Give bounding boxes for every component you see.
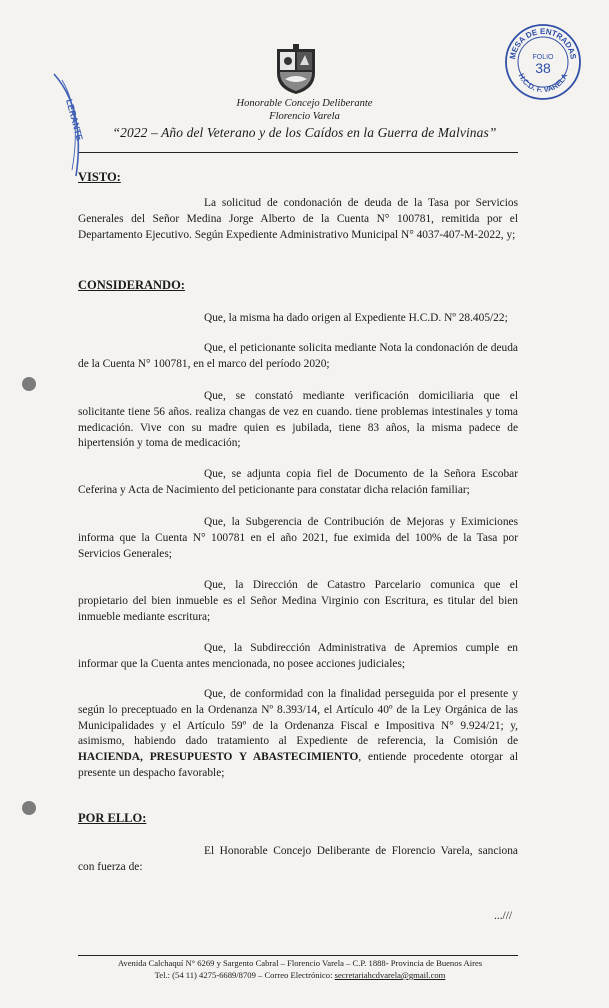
commission-name: HACIENDA, PRESUPUESTO Y ABASTECIMIENTO xyxy=(78,751,359,764)
folio-number: 38 xyxy=(535,60,551,76)
footer-contact xyxy=(0,970,600,980)
folio-label: FOLIO xyxy=(532,54,554,61)
considerando-paragraph-4: Que, se adjunta copia fiel de Documento de la Señora Escobar Ceferina y Acta de Nacimiento del peticionante para constatar dicha relación familiar; xyxy=(78,468,518,496)
year-motto: “2022 – Año del Veterano y de los Caídos en la Guerra de Malvinas” xyxy=(112,125,497,140)
binder-hole xyxy=(22,801,36,815)
considerando-paragraph-2: Que, el peticionante solicita mediante Nota la condonación de deuda de la Cuenta N° 100781, en el marco del período 2020; xyxy=(78,342,518,370)
paragraph-8-ending: , entiende procedente otorgar al presente un despacho favorable; xyxy=(78,751,518,779)
mesa-de-entradas-stamp xyxy=(503,22,583,102)
stamp-bottom-text: H.C.D. F. VARELA xyxy=(516,71,570,95)
visto-heading: VISTO: xyxy=(78,170,121,184)
por-ello-paragraph: El Honorable Concejo Deliberante de Florencio Varela, sanciona con fuerza de: xyxy=(78,845,518,873)
continuation-mark: .../// xyxy=(494,910,513,922)
left-stamp-text: LERANTE xyxy=(64,97,85,142)
footer-address: Avenida Calchaquí N° 6269 y Sargento Cabral – Florencio Varela – C.P. 1888- Provincia de Buenos Aires xyxy=(117,958,483,968)
paragraph-8-text: Que, de conformidad con la finalidad perseguida por el presente y según lo preceptuado en la Ordenanza Nº 8.393/14, el Artículo 40º de la Ley Orgánica de las Municipalidades y el Artículo 59º de la Ordenanza Fiscal e Impositiva N° 9.924/21; y, asimismo, habiendo dado tratamiento al Expediente de referencia, la Comisión de xyxy=(78,688,518,748)
considerando-heading: CONSIDERANDO: xyxy=(78,278,185,292)
considerando-paragraph-1: Que, la misma ha dado origen al Expediente H.C.D. Nº 28.405/22; xyxy=(204,312,508,324)
municipal-crest-logo xyxy=(271,43,321,95)
header-divider xyxy=(78,152,518,153)
considerando-paragraph-3: Que, se constató mediante verificación domiciliaria que el solicitante tiene 56 años. realiza changas de vez en cuando. tiene problemas intestinales y toma medicación. Vive con su madre quien es jubilada, tiene 83 años, la misma padece de hipertensión y toma de medicación; xyxy=(78,390,518,450)
considerando-paragraph-6: Que, la Dirección de Catastro Parcelario comunica que el propietario del bien inmueble es el Señor Medina Virginio con Escritura, es titular del bien inmueble mediante escritura; xyxy=(78,579,518,623)
institution-name: Honorable Concejo Deliberante xyxy=(236,98,373,109)
partial-left-stamp xyxy=(52,70,92,180)
binder-hole xyxy=(22,377,36,391)
visto-paragraph: La solicitud de condonación de deuda de la Tasa por Servicios Generales del Señor Medina Jorge Alberto de la Cuenta N° 100781, remitida por el Departamento Ejecutivo. Según Expediente Administrativo Municipal N° 4037-407-M-2022, y; xyxy=(78,197,518,241)
institution-city: Florencio Varela xyxy=(269,111,340,122)
footer-divider xyxy=(78,955,518,956)
stamp-top-text: MESA DE ENTRADAS xyxy=(508,26,578,60)
footer-email-link[interactable]: secretariahcdvarela@gmail.com xyxy=(334,970,446,980)
por-ello-heading: POR ELLO: xyxy=(78,811,147,825)
considerando-paragraph-7: Que, la Subdirección Administrativa de Apremios cumple en informar que la Cuenta antes mencionada, no posee acciones judiciales; xyxy=(78,642,518,670)
considerando-paragraph-8 xyxy=(78,687,518,782)
considerando-paragraph-5: Que, la Subgerencia de Contribución de Mejoras y Eximiciones informa que la Cuenta N° 100781 en el año 2021, fue eximida del 100% de la Tasa por Servicios Generales; xyxy=(78,516,518,560)
footer-phone: Tel.: (54 11) 4275-6689/8709 – Correo Electrónico: xyxy=(154,970,335,980)
